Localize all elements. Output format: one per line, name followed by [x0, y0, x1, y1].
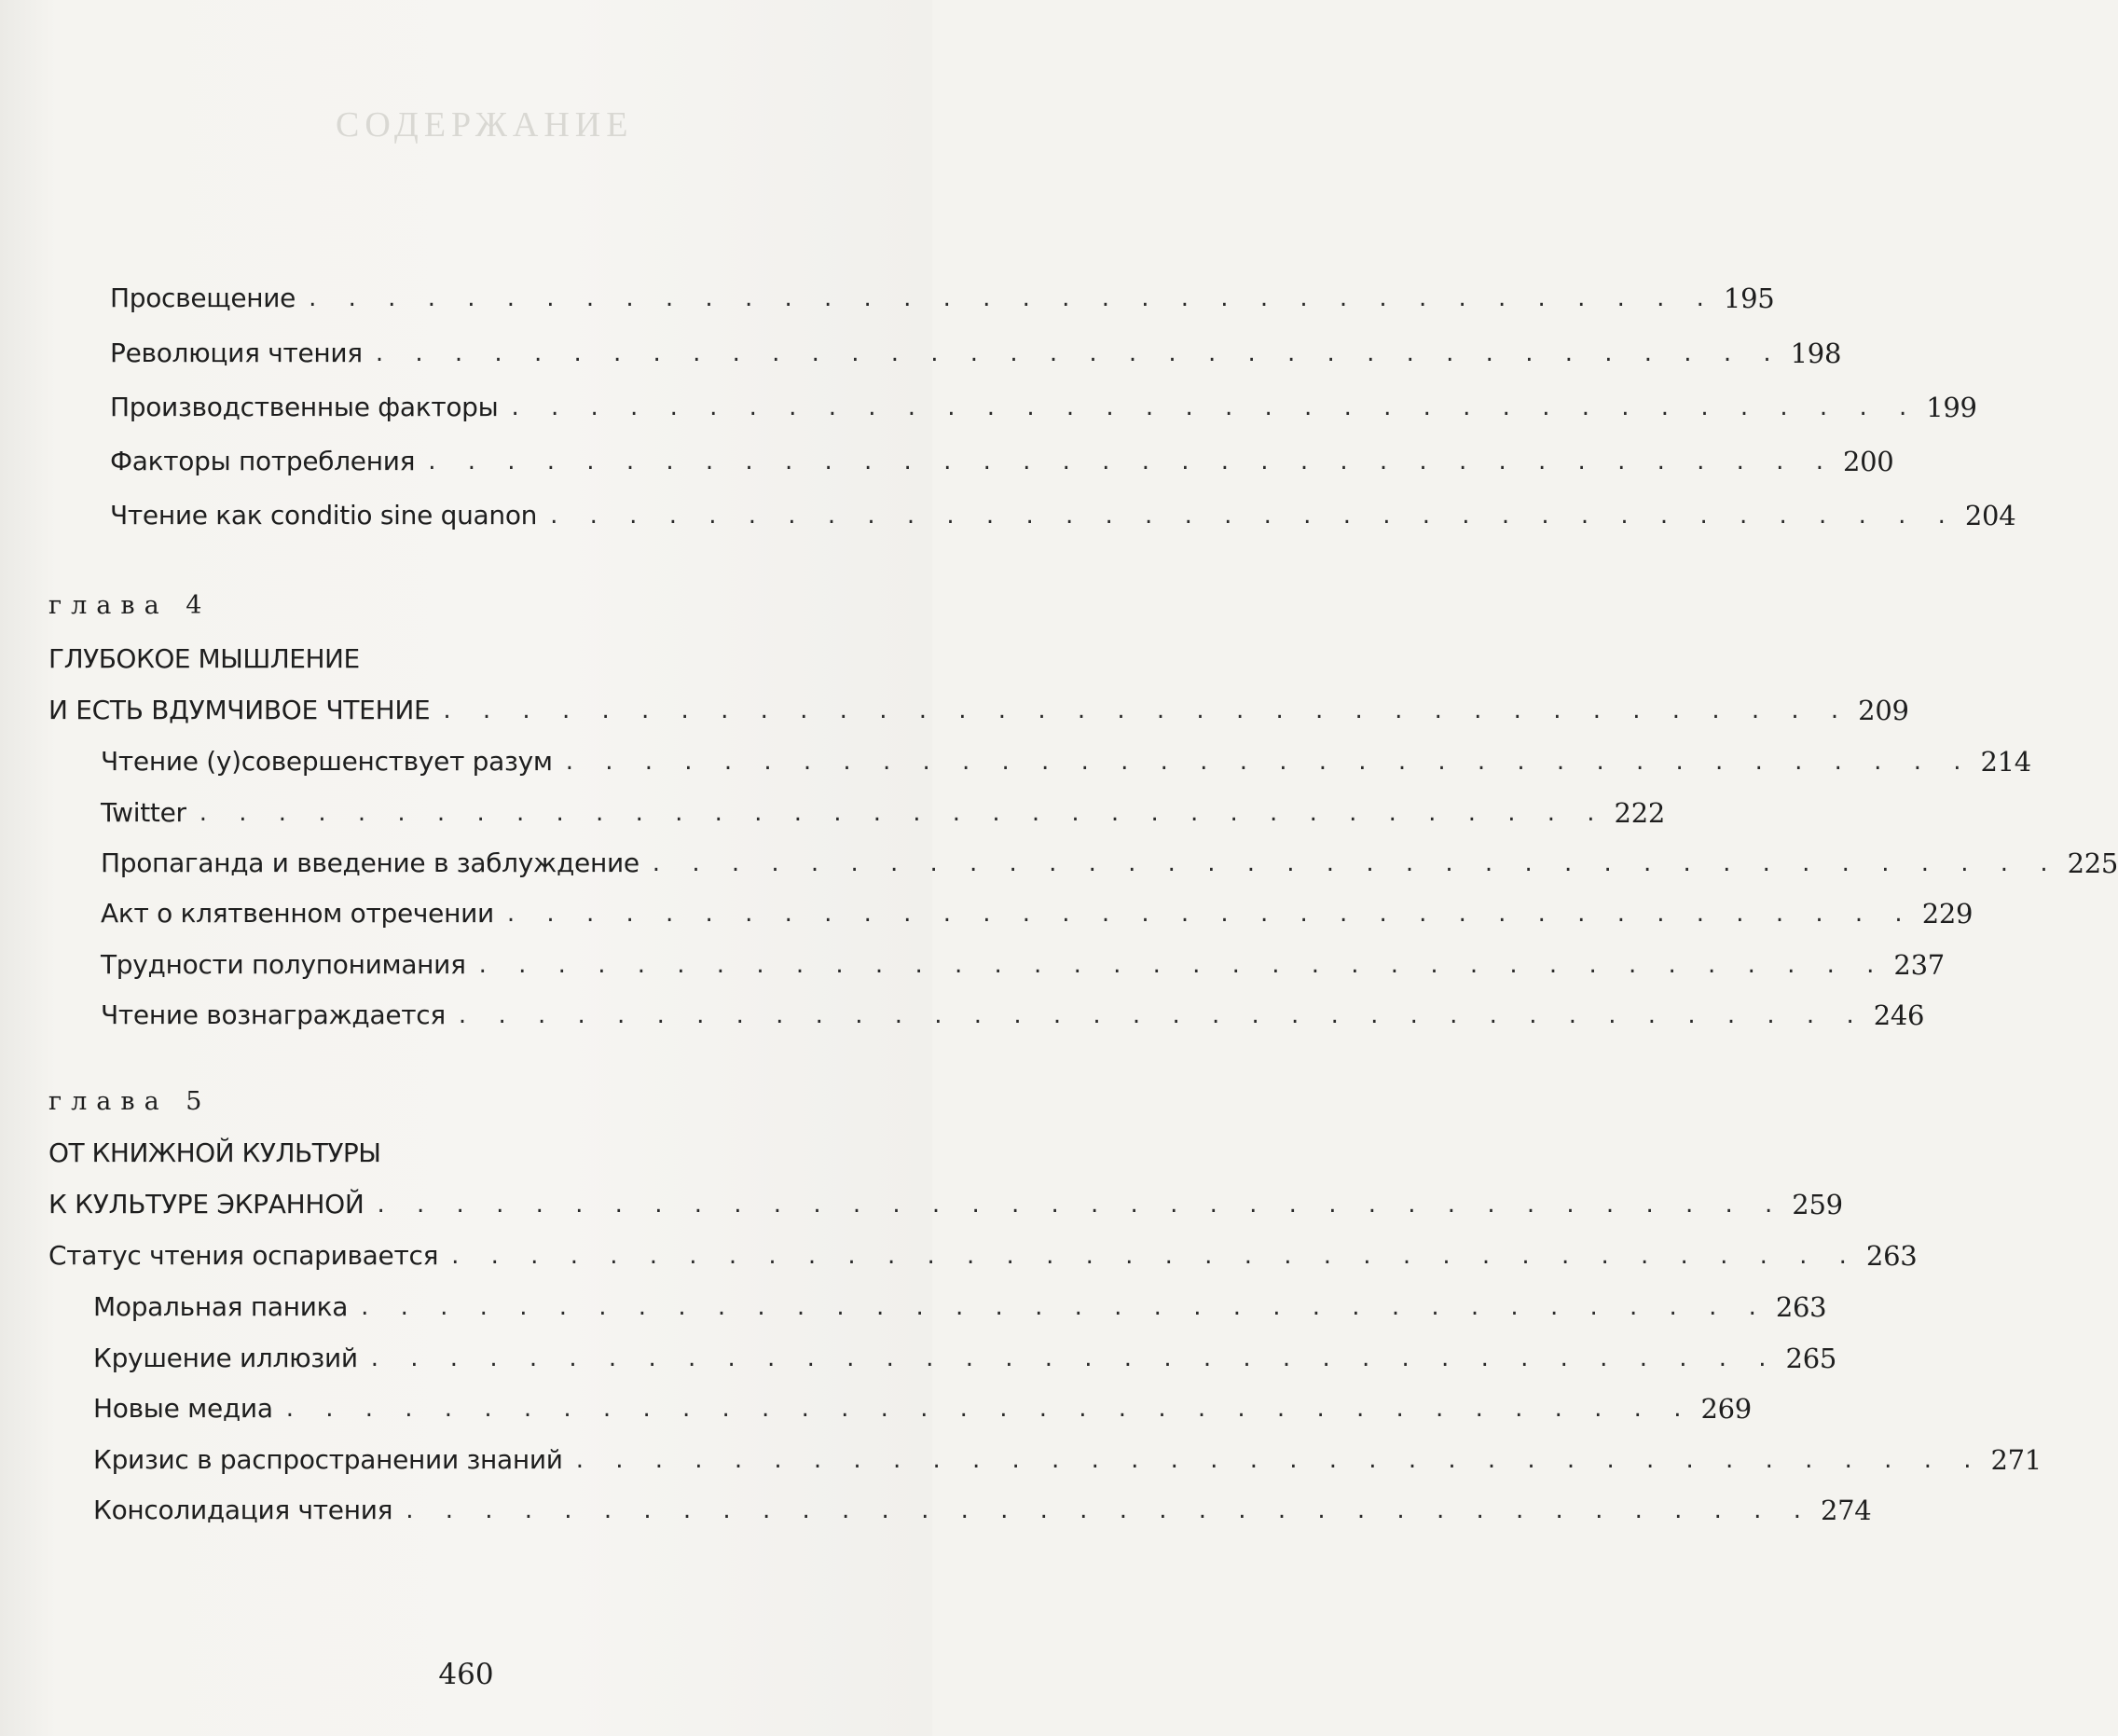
toc-entry-title: Статус чтения оспаривается: [48, 1240, 439, 1271]
toc-section-entry: [48, 1240, 1918, 1272]
toc-entry-page: 225: [2067, 847, 2118, 879]
toc-entry-title: Просвещение: [110, 282, 296, 313]
toc-entry-title: Чтение (у)совершенствует разум: [101, 746, 553, 777]
leader-dots: . . . . . . . . . . . . . . . . . . . . . . . . . . . . . . . . . . . .: [443, 696, 1851, 724]
toc-entry-page: 259: [1792, 1189, 1843, 1220]
toc-entry: [110, 500, 2016, 531]
leader-dots: . . . . . . . . . . . . . . . . . . . . . . . . . . . . . . . . . . . .: [375, 339, 1783, 367]
leader-dots: . . . . . . . . . . . . . . . . . . . . . . . . . . . . . . . . . . . .: [550, 502, 1958, 530]
toc-entry-title: Акт о клятвенном отречении: [101, 898, 494, 929]
toc-entry-title: Трудности полупонимания: [101, 949, 466, 980]
toc-entry-page: 265: [1785, 1343, 1836, 1374]
toc-entry-title: Консолидация чтения: [93, 1495, 393, 1525]
toc-entry-title: Чтение как conditio sine quanon: [110, 500, 538, 530]
toc-entry-page: 222: [1614, 797, 1665, 829]
leader-dots: . . . . . . . . . . . . . . . . . . . . . . . . . . . . . . . . . . . .: [511, 393, 1919, 421]
leader-dots: . . . . . . . . . . . . . . . . . . . . . . . . . . . . . . . . . . . .: [575, 1446, 1984, 1474]
toc-entry-title: Чтение вознаграждается: [101, 999, 446, 1030]
chapter-title-line: И ЕСТЬ ВДУМЧИВОЕ ЧТЕНИЕ: [48, 695, 431, 725]
toc-entry: [101, 746, 2031, 778]
toc-entry: [110, 282, 1775, 314]
toc-entry: [110, 338, 1842, 369]
toc-entry-page: 271: [1990, 1444, 2042, 1476]
toc-entry: [110, 446, 1894, 477]
leader-dots: . . . . . . . . . . . . . . . . . . . . . . . . . . . . . . . . . . . .: [361, 1293, 1768, 1321]
toc-entry-page: 263: [1865, 1240, 1918, 1272]
leader-dots: . . . . . . . . . . . . . . . . . . . . . . . . . . . . . . . . . . . .: [377, 1191, 1785, 1219]
toc-entry-page: 263: [1775, 1291, 1827, 1323]
toc-entry: [93, 1343, 1836, 1374]
leader-dots: . . . . . . . . . . . . . . . . . . . . . . . . . . . . . . . . . . . .: [458, 1001, 1866, 1029]
toc-entry-title: Крушение иллюзий: [93, 1343, 358, 1373]
toc-entry: [93, 1444, 2042, 1476]
chapter-label: глава 5: [48, 1087, 212, 1116]
leader-dots: . . . . . . . . . . . . . . . . . . . . . . . . . . . . . . . . . . . .: [428, 448, 1836, 475]
toc-entry: [101, 847, 2118, 879]
toc-entry-page: 199: [1926, 392, 1977, 423]
chapter-title-line: ОТ КНИЖНОЙ КУЛЬТУРЫ: [48, 1137, 381, 1168]
page-number: 460: [438, 1658, 494, 1691]
toc-entry-page: 200: [1842, 446, 1894, 477]
toc-entry: [93, 1393, 1752, 1425]
toc-entry: [101, 999, 1925, 1031]
chapter-title-line: К КУЛЬТУРЕ ЭКРАННОЙ: [48, 1189, 364, 1219]
toc-entry-title: Новые медиа: [93, 1393, 273, 1424]
leader-dots: . . . . . . . . . . . . . . . . . . . . . . . . . . . . . . . . . . . .: [506, 900, 1915, 928]
toc-entry-page: 246: [1873, 999, 1925, 1031]
toc-entry-page: 229: [1921, 898, 1974, 930]
toc-entry-page: 204: [1964, 500, 2016, 531]
toc-entry-title: Факторы потребления: [110, 446, 416, 476]
leader-dots: . . . . . . . . . . . . . . . . . . . . . . . . . . . . . . . . . . . .: [309, 284, 1716, 312]
toc-entry: [101, 949, 1945, 981]
toc-chapter-entry: [48, 695, 1909, 726]
toc-entry-title: Кризис в распространении знаний: [93, 1444, 563, 1475]
toc-entry-page: 237: [1893, 949, 1945, 981]
toc-entry-page: 214: [1980, 746, 2031, 778]
toc-chapter-entry: [48, 1189, 1843, 1220]
leader-dots: . . . . . . . . . . . . . . . . . . . . . . . . . . . . . . . . . . . .: [370, 1344, 1779, 1372]
chapter-title-line: ГЛУБОКОЕ МЫШЛЕНИЕ: [48, 643, 360, 674]
leader-dots: . . . . . . . . . . . . . . . . . . . . . . . . . . . . . . . . . . . .: [451, 1242, 1859, 1270]
bleed-through-heading: СОДЕРЖАНИЕ: [336, 105, 634, 145]
leader-dots: . . . . . . . . . . . . . . . . . . . . . . . . . . . . . . . . . . . .: [285, 1395, 1694, 1423]
toc-entry-title: Twitter: [101, 797, 186, 828]
leader-dots: . . . . . . . . . . . . . . . . . . . . . . . . . . . . . . . . . . . .: [478, 951, 1887, 979]
chapter-label: глава 4: [48, 591, 212, 620]
leader-dots: . . . . . . . . . . . . . . . . . . . . . . . . . . . . . . . . . . . .: [199, 799, 1607, 827]
toc-entry-page: 198: [1790, 338, 1842, 369]
toc-entry-title: Производственные факторы: [110, 392, 499, 422]
toc-entry: [101, 797, 1665, 829]
toc-entry: [110, 392, 1977, 423]
toc-entry: [93, 1495, 1872, 1526]
toc-entry-title: Революция чтения: [110, 338, 363, 368]
leader-dots: . . . . . . . . . . . . . . . . . . . . . . . . . . . . . . . . . . . .: [406, 1496, 1813, 1524]
toc-entry: [93, 1291, 1827, 1323]
toc-entry-title: Моральная паника: [93, 1291, 349, 1322]
toc-entry: [101, 898, 1974, 930]
toc-entry-page: 209: [1858, 695, 1909, 726]
toc-entry-page: 274: [1820, 1495, 1872, 1526]
toc-entry-page: 195: [1723, 282, 1775, 314]
leader-dots: . . . . . . . . . . . . . . . . . . . . . . . . . . . . . . . . . . . .: [565, 748, 1974, 776]
toc-entry-title: Пропаганда и введение в заблуждение: [101, 847, 640, 878]
leader-dots: . . . . . . . . . . . . . . . . . . . . . . . . . . . . . . . . . . . .: [652, 849, 2060, 877]
toc-entry-page: 269: [1700, 1393, 1752, 1425]
